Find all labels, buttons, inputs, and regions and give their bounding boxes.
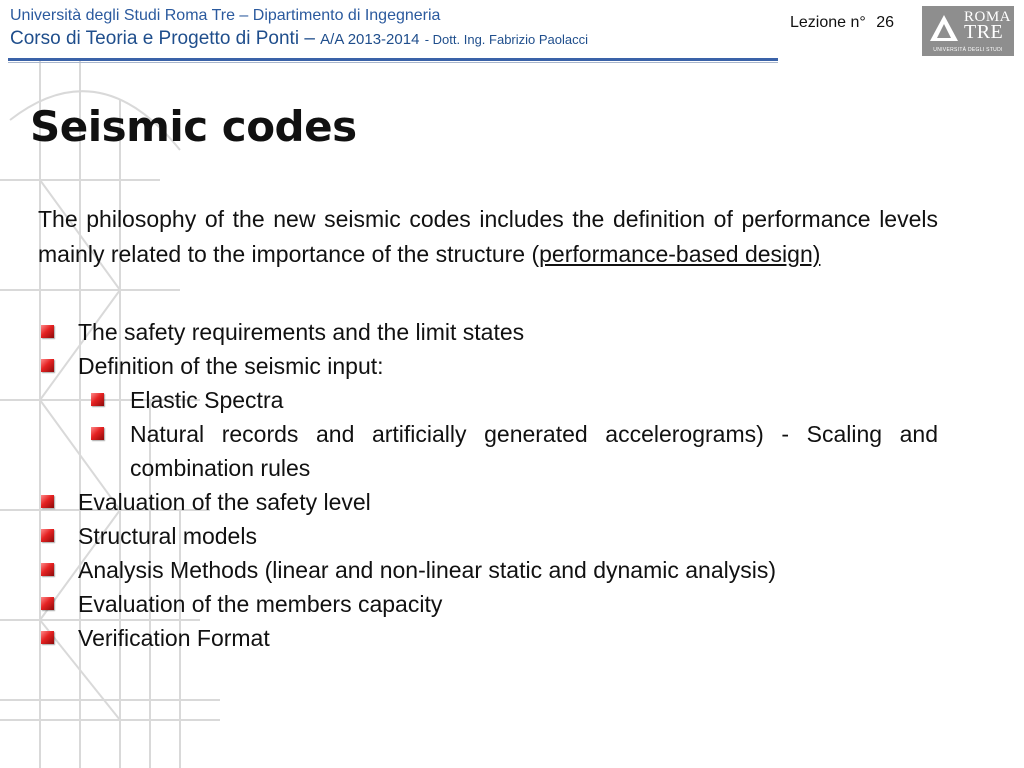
university-department: Università degli Studi Roma Tre – Dipartimento di Ingegneria xyxy=(10,7,441,24)
roma-tre-logo xyxy=(922,6,1014,56)
list-item: Analysis Methods (linear and non-linear static and dynamic analysis) xyxy=(38,553,938,587)
university-emblem-icon xyxy=(928,12,960,44)
list-item: Evaluation of the members capacity xyxy=(38,587,938,621)
red-square-bullet-icon xyxy=(41,359,54,372)
lesson-label: Lezione n° xyxy=(790,14,866,31)
slide-header xyxy=(10,6,780,53)
red-square-bullet-icon xyxy=(41,631,54,644)
list-item: Evaluation of the safety level xyxy=(38,485,938,519)
slide-title: Seismic codes xyxy=(30,102,357,151)
list-item: Definition of the seismic input: xyxy=(38,349,938,383)
sub-list-item: Elastic Spectra xyxy=(38,383,938,417)
course-name: Corso di Teoria e Progetto di Ponti – xyxy=(10,28,315,49)
sub-list-item: Natural records and artificially generated accelerograms) - Scaling and combination rules xyxy=(38,417,938,485)
logo-text-roma: ROMA xyxy=(964,9,1012,25)
intro-paragraph xyxy=(38,202,938,272)
logo-subtitle: UNIVERSITÀ DEGLI STUDI xyxy=(933,47,1003,53)
red-square-bullet-icon xyxy=(41,597,54,610)
header-rule xyxy=(8,58,778,61)
lesson-indicator xyxy=(790,14,894,32)
list-item: Structural models xyxy=(38,519,938,553)
red-square-bullet-icon xyxy=(91,427,104,440)
bullet-list xyxy=(38,315,938,655)
list-item: Verification Format xyxy=(38,621,938,655)
performance-based-design-text: performance-based design) xyxy=(539,241,821,267)
lesson-number: 26 xyxy=(876,14,895,31)
intro-text: The philosophy of the new seismic codes includes the definition of performance levels mainly related to the importance of the structure ( xyxy=(38,206,938,267)
lecturer-name: - Dott. Ing. Fabrizio Paolacci xyxy=(424,32,589,47)
header-rule-shadow xyxy=(8,62,778,63)
red-square-bullet-icon xyxy=(41,529,54,542)
logo-text-tre: TRE xyxy=(964,21,1004,43)
academic-year: A/A 2013-2014 xyxy=(320,31,420,48)
red-square-bullet-icon xyxy=(91,393,104,406)
red-square-bullet-icon xyxy=(41,563,54,576)
red-square-bullet-icon xyxy=(41,325,54,338)
list-item: The safety requirements and the limit states xyxy=(38,315,938,349)
course-line xyxy=(10,26,780,53)
red-square-bullet-icon xyxy=(41,495,54,508)
